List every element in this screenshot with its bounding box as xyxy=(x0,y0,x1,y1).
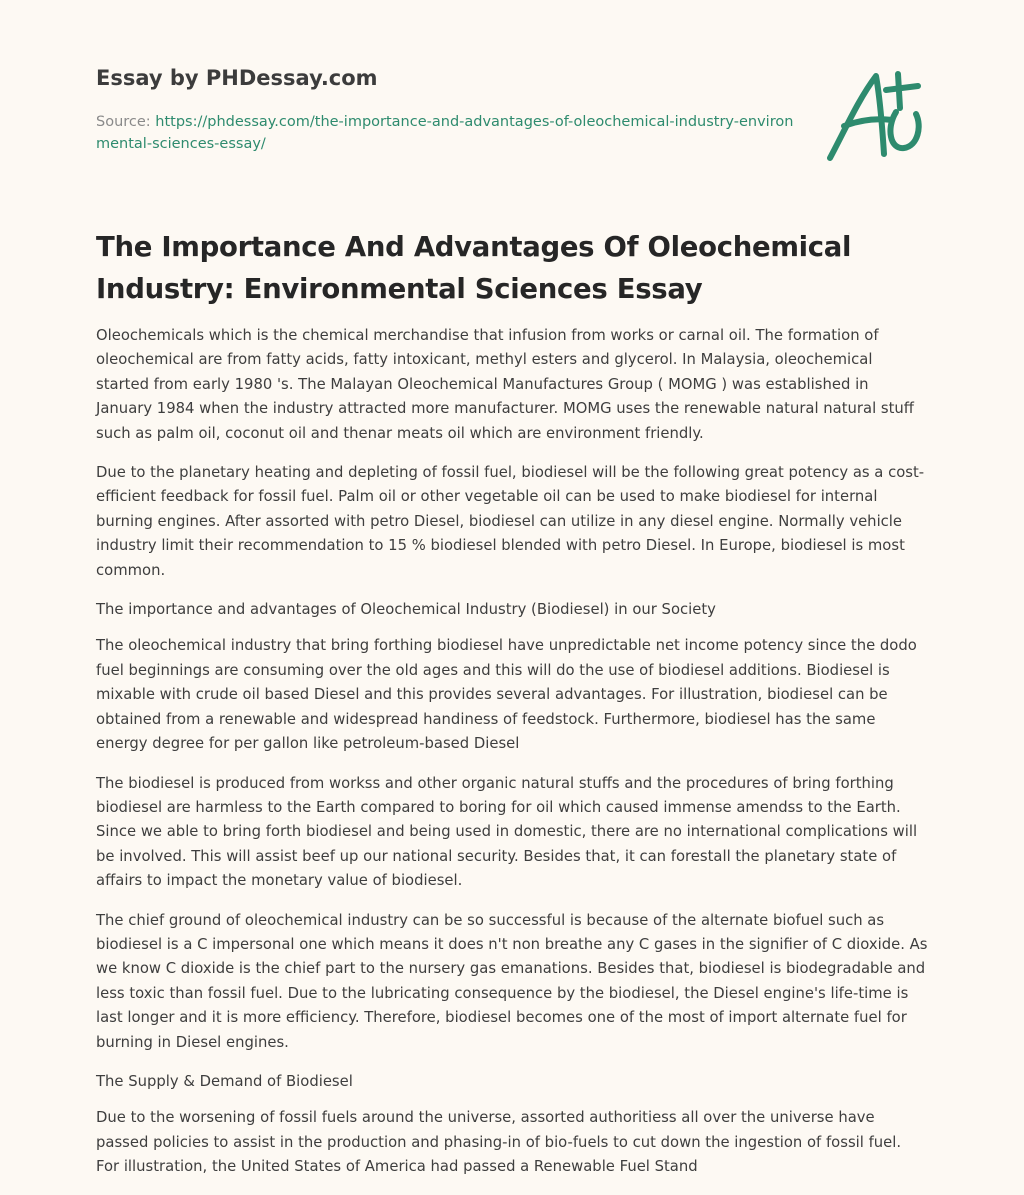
paragraph-3: The oleochemical industry that bring forthing biodiesel have unpredictable net income potency since the dodo fuel beginnings are consuming over the old ages and this will do the use of biodiesel additions. Biodiesel is mixable with crude oil based Diesel and this provides several advantages. For illustration, biodiesel can be obtained from a renewable and widespread handiness of feedstock. Furthermore, biodiesel has the same energy degree for per gallon like petroleum-based Diesel xyxy=(96,637,917,753)
a-plus-logo-icon xyxy=(824,68,928,164)
site-brand: Essay by PHDessay.com xyxy=(96,66,378,90)
source-link[interactable]: https://phdessay.com/the-importance-and-advantages-of-oleochemical-industry-environmental-sciences-essay/ xyxy=(96,114,794,152)
paragraph-6: Due to the worsening of fossil fuels around the universe, assorted authoritiess all over the universe have passed policies to assist in the production and phasing-in of bio-fuels to cut down the ingestion of fossil fuel. For illustration, the United States of America had passed a Renewable Fuel Stand xyxy=(96,1109,902,1176)
essay-page xyxy=(96,0,928,1176)
page-header xyxy=(96,0,928,200)
section-heading-importance: The importance and advantages of Oleochemical Industry (Biodiesel) in our Society xyxy=(96,601,716,619)
source-line xyxy=(96,111,796,155)
paragraph-4: The biodiesel is produced from workss and other organic natural stuffs and the procedures of bring forthing biodiesel are harmless to the Earth compared to boring for oil which caused immense amendss to the Earth. Since we able to bring forth biodiesel and being used in domestic, there are no international complications will be involved. This will assist beef up our national security. Besides that, it can forestall the planetary state of affairs to impact the monetary value of biodiesel. xyxy=(96,774,918,890)
source-label: Source: xyxy=(96,114,156,130)
paragraph-2: Due to the planetary heating and depleting of fossil fuel, biodiesel will be the following great potency as a cost-efficient feedback for fossil fuel. Palm oil or other vegetable oil can be used to make biodiesel for internal burning engines. After assorted with petro Diesel, biodiesel can utilize in any diesel engine. Normally vehicle industry limit their recommendation to 15 % biodiesel blended with petro Diesel. In Europe, biodiesel is most common. xyxy=(96,464,925,579)
section-heading-supply-demand: The Supply & Demand of Biodiesel xyxy=(96,1072,353,1090)
essay-title: The Importance And Advantages Of Oleochemical Industry: Environmental Sciences Essay xyxy=(96,231,852,305)
essay-body xyxy=(96,324,928,1195)
paragraph-1: Oleochemicals which is the chemical merchandise that infusion from works or carnal oil. The formation of oleochemical are from fatty acids, fatty intoxicant, methyl esters and glycerol. In Malaysia, oleochemical started from early 1980 's. The Malayan Oleochemical Manufactures Group ( MOMG ) was established in January 1984 when the industry attracted more manufacturer. MOMG uses the renewable natural natural stuff such as palm oil, coconut oil and thenar meats oil which are environment friendly. xyxy=(96,327,914,442)
paragraph-5: The chief ground of oleochemical industry can be so successful is because of the alternate biofuel such as biodiesel is a C impersonal one which means it does n't non breathe any C gases in the signifier of C dioxide. As we know C dioxide is the chief part to the nursery gas emanations. Besides that, biodiesel is biodegradable and less toxic than fossil fuel. Due to the lubricating consequence by the biodiesel, the Diesel engine's life-time is last longer and it is more efficiency. Therefore, biodiesel becomes one of the most of import alternate fuel for burning in Diesel engines. xyxy=(96,911,928,1051)
